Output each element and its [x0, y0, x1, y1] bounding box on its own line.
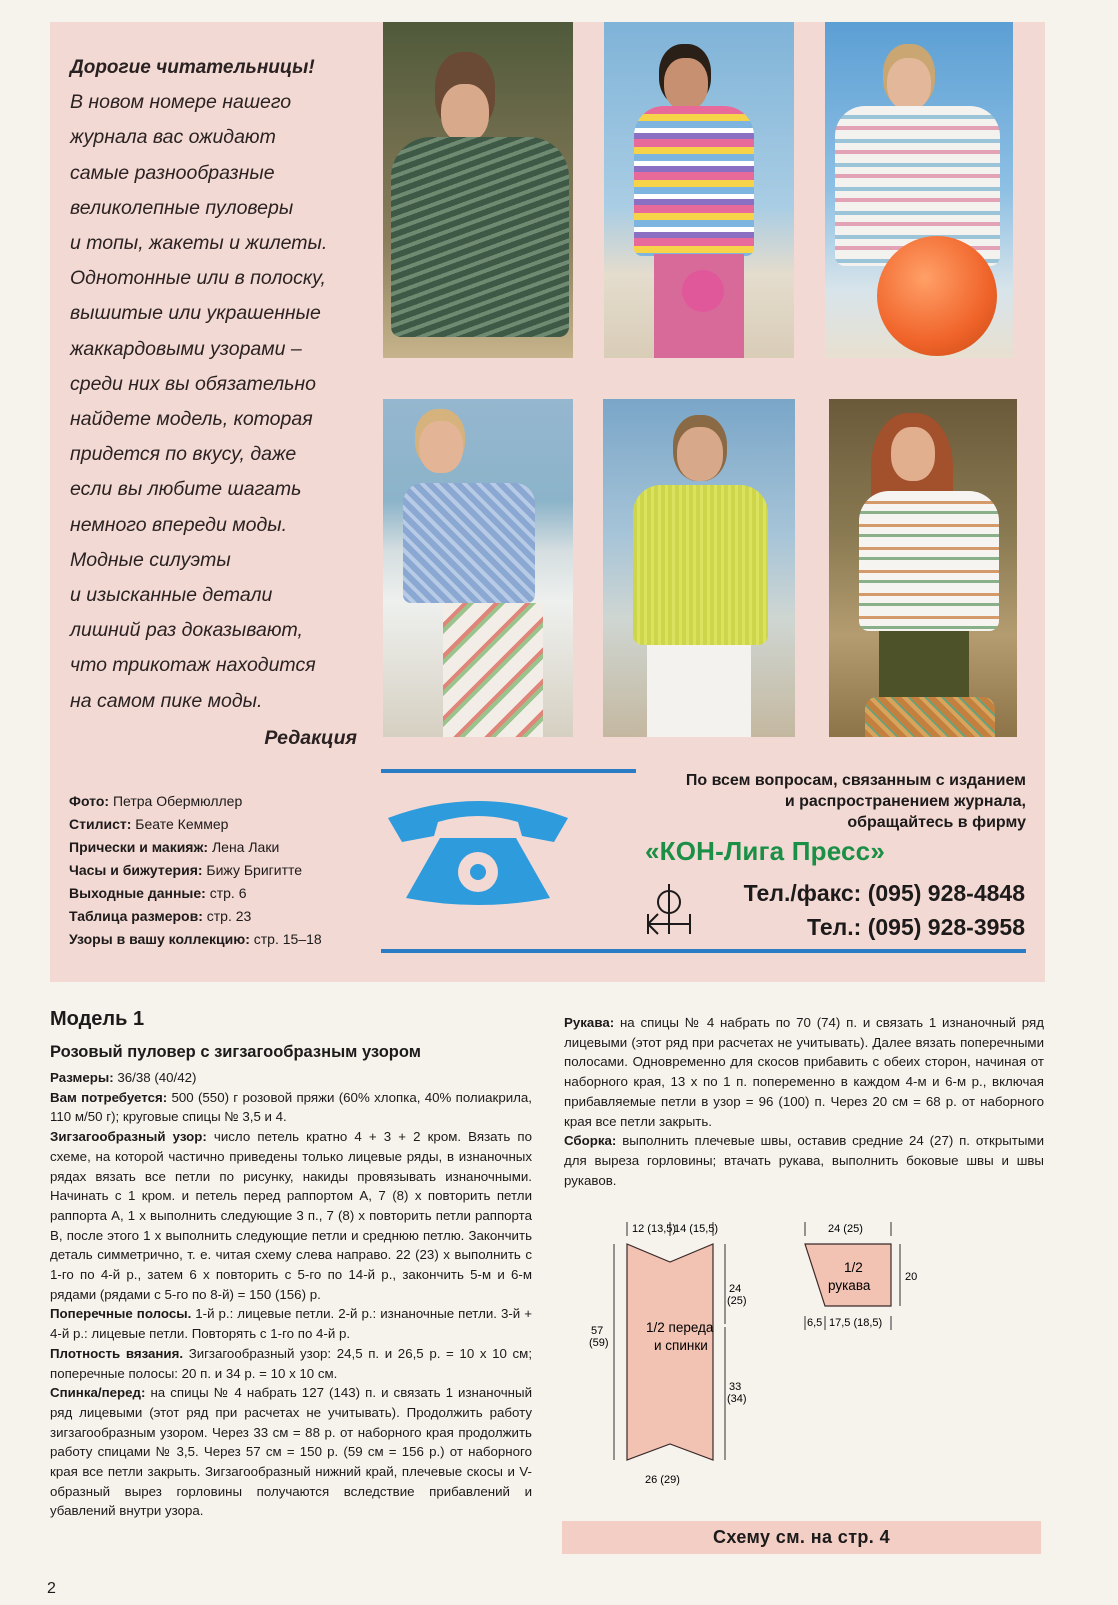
dim-sleeve-height: 20 — [905, 1271, 918, 1283]
credit-value: стр. 6 — [209, 885, 247, 901]
credit-value: Лена Лаки — [211, 839, 280, 855]
dim-height: 57 — [591, 1325, 604, 1337]
photo-yellow-pullover — [603, 399, 795, 737]
photo-credits — [69, 790, 389, 951]
phone-fax: Тел./факс: (095) 928-4848 — [743, 880, 1025, 906]
credit-label: Выходные данные: — [69, 885, 206, 901]
credit-value: Петра Обермюллер — [112, 793, 243, 809]
letter-line: немного впереди моды. — [70, 513, 287, 536]
photo-white-fairisle — [829, 399, 1017, 737]
body-label: 1/2 переда — [646, 1320, 714, 1335]
credit-row — [69, 882, 389, 905]
model-title: Модель 1 — [50, 1008, 145, 1030]
sleeve-label: рукава — [828, 1278, 871, 1293]
dim-top-left: 12 (13,5) — [632, 1223, 677, 1235]
dim-bottom: 26 (29) — [645, 1474, 680, 1486]
company-name: «КОН-Лига Пресс» — [645, 836, 885, 866]
letter-line: жаккардовыми узорами – — [70, 337, 302, 360]
photo-striped-jacket — [604, 22, 794, 358]
model-subtitle: Розовый пуловер с зигзагообразным узором — [50, 1043, 421, 1061]
divider-line — [381, 949, 1026, 953]
dim-sleeve-bottom-left: 6,5 — [807, 1317, 823, 1329]
density-paragraph: Плотность вязания. Зигзагообразный узор: 24,5 п. и 26,5 р. = 10 х 10 см; поперечные полосы: 20 п. и 34 р. = 10 х 10 см. — [50, 1345, 533, 1381]
credit-value: стр. 23 — [206, 908, 252, 924]
credit-row — [69, 790, 389, 813]
pattern-schema — [589, 1222, 940, 1492]
letter-line: В новом номере нашего — [70, 91, 292, 114]
credit-row — [69, 905, 389, 928]
sleeve-piece — [805, 1222, 917, 1330]
letter-line: журнала вас ожидают — [70, 126, 276, 149]
letter-line: вышитые или украшенные — [70, 302, 321, 325]
letter-line: Однотонные или в полоску, — [70, 267, 326, 290]
instructions-right-column — [564, 1013, 1044, 1190]
body-piece — [589, 1222, 747, 1486]
phone: Тел.: (095) 928-3958 — [806, 914, 1025, 940]
dim-sleeve-bottom-right: 17,5 (18,5) — [829, 1317, 883, 1329]
stripes-paragraph: Поперечные полосы. 1-й р.: лицевые петли. 2-й р.: изнаночные петли. 3-й + 4-й р.: лицевые петли. Повторять с 1-го по 4-й р. — [50, 1306, 532, 1342]
credit-row — [69, 859, 389, 882]
credit-label: Фото: — [69, 793, 110, 809]
letter-line: и изысканные детали — [70, 584, 273, 607]
letter-body — [70, 85, 370, 719]
dim-sleeve-top: 24 (25) — [828, 1223, 863, 1235]
letter-signature: Редакция — [264, 726, 357, 749]
credit-value: Беате Кеммер — [135, 816, 229, 832]
zigzag-paragraph: Зигзагообразный узор: число петель кратно 4 + 3 + 2 кром. Вязать по схеме, на которой частично приведены только лицевые ряды, в изнаночных рядах вязать все петли по рисунку, накиды провязывать изнаночными. Начинать с 1 кром. и петель перед раппортом А, 7 (8) х повторить петли раппорта А, 1 х выполнить следующие 3 п., 7 (8) х повторить петли раппорта В, после этого 1 х выполнить следующие петли и среднюю петлю. Закончить деталь симметрично, т. е. читая схему слева направо. 22 (23) х выполнить с 1-го по 4-й р., затем 6 х повторить с 5-го по 14-й р., закончить 5-м и 6-м рядами (рядами с 5-го по 8-й) = 150 (156) р. — [50, 1129, 532, 1302]
letter-line: великолепные пуловеры — [70, 196, 294, 219]
contact-line: и распространением журнала, — [784, 793, 1026, 810]
letter-line: и топы, жакеты и жилеты. — [70, 232, 328, 255]
contact-info — [606, 770, 1026, 833]
credit-value: Бижу Бригитте — [206, 862, 303, 878]
photo-lace-top — [383, 399, 573, 737]
sizes-paragraph: Размеры: 36/38 (40/42) — [50, 1070, 197, 1085]
letter-line: самые разнообразные — [70, 161, 275, 184]
dim-side-bottom: 33 — [729, 1381, 742, 1393]
editor-letter — [70, 50, 370, 756]
letter-line: что трикотаж находится — [70, 654, 316, 677]
publisher-logo-icon — [644, 884, 694, 936]
materials-paragraph: Вам потребуется: 500 (550) г розовой пряжи (60% хлопка, 40% полиакрила, 110 м/50 г); круговые спицы № 3,5 и 4. — [50, 1089, 532, 1125]
sleeve-label: 1/2 — [844, 1260, 863, 1275]
credit-row — [69, 836, 389, 859]
credit-label: Узоры в вашу коллекцию: — [69, 931, 250, 947]
credit-value: стр. 15–18 — [253, 931, 322, 947]
instructions-left-column — [50, 1068, 532, 1521]
letter-line: среди них вы обязательно — [70, 372, 316, 395]
sleeves-paragraph: Рукава: на спицы № 4 набрать по 70 (74) п. и связать 1 изнаночный ряд лицевыми (этот ряд при расчетах не учитывать). Далее вязать поперечными полосами. Одновременно для скосов прибавить с обеих сторон, начиная от наборного края, 13 х по 1 п. попеременно в каждом 4-м и 6-м р., включая прибавляемые петли в узор = 96 (100) п. Через 20 см = 68 р. от наборного края все петли закрыть. — [564, 1015, 1044, 1129]
letter-line: найдете модель, которая — [70, 408, 313, 431]
dim-side-top-alt: (25) — [727, 1295, 747, 1307]
credit-row — [69, 928, 389, 951]
dim-top-right: 14 (15,5) — [674, 1223, 719, 1235]
page-number: 2 — [47, 1580, 56, 1597]
photo-jacquard-sweater — [825, 22, 1013, 358]
dim-height-alt: (59) — [589, 1337, 609, 1349]
credit-label: Таблица размеров: — [69, 908, 203, 924]
credit-row — [69, 813, 389, 836]
contact-line: обращайтесь в фирму — [847, 814, 1026, 831]
dim-side-top: 24 — [729, 1283, 742, 1295]
body-label: и спинки — [654, 1338, 708, 1353]
divider-line — [381, 769, 636, 773]
credit-label: Стилист: — [69, 816, 132, 832]
credit-label: Прически и макияж: — [69, 839, 209, 855]
photo-green-sweater — [383, 22, 573, 358]
letter-line: на самом пике моды. — [70, 689, 263, 712]
dim-side-bottom-alt: (34) — [727, 1393, 747, 1405]
assembly-paragraph: Сборка: выполнить плечевые швы, оставив средние 24 (27) п. открытыми для выреза горловины; втачать рукава, выполнить боковые швы и швы рукавов. — [564, 1133, 1044, 1188]
letter-line: придется по вкусу, даже — [70, 443, 297, 466]
letter-greeting: Дорогие читательницы! — [70, 57, 315, 78]
letter-line: Модные силуэты — [70, 548, 231, 571]
telephone-icon — [378, 790, 578, 910]
back-front-paragraph: Спинка/перед: на спицы № 4 набрать 127 (143) п. и связать 1 изнаночный ряд лицевыми (этот ряд при расчетах не учитывать). Продолжить работу зигзагообразным узором. Через 33 см = 88 р. от наборного края продолжить работу спицами № 3,5. Через 57 см = 150 р. (59 см = 156 р.) от наборного края все петли закрыть. Зигзагообразный нижний край, плечевые скосы и V-образный вырез горловины получаются вследствие прибавлений и убавлений внутри узора. — [50, 1385, 532, 1519]
letter-line: если вы любите шагать — [70, 478, 302, 501]
letter-line: лишний раз доказывают, — [70, 619, 303, 642]
scheme-reference: Схему см. на стр. 4 — [562, 1521, 1041, 1554]
credit-label: Часы и бижутерия: — [69, 862, 203, 878]
contact-line: По всем вопросам, связанным с изданием — [685, 772, 1026, 789]
